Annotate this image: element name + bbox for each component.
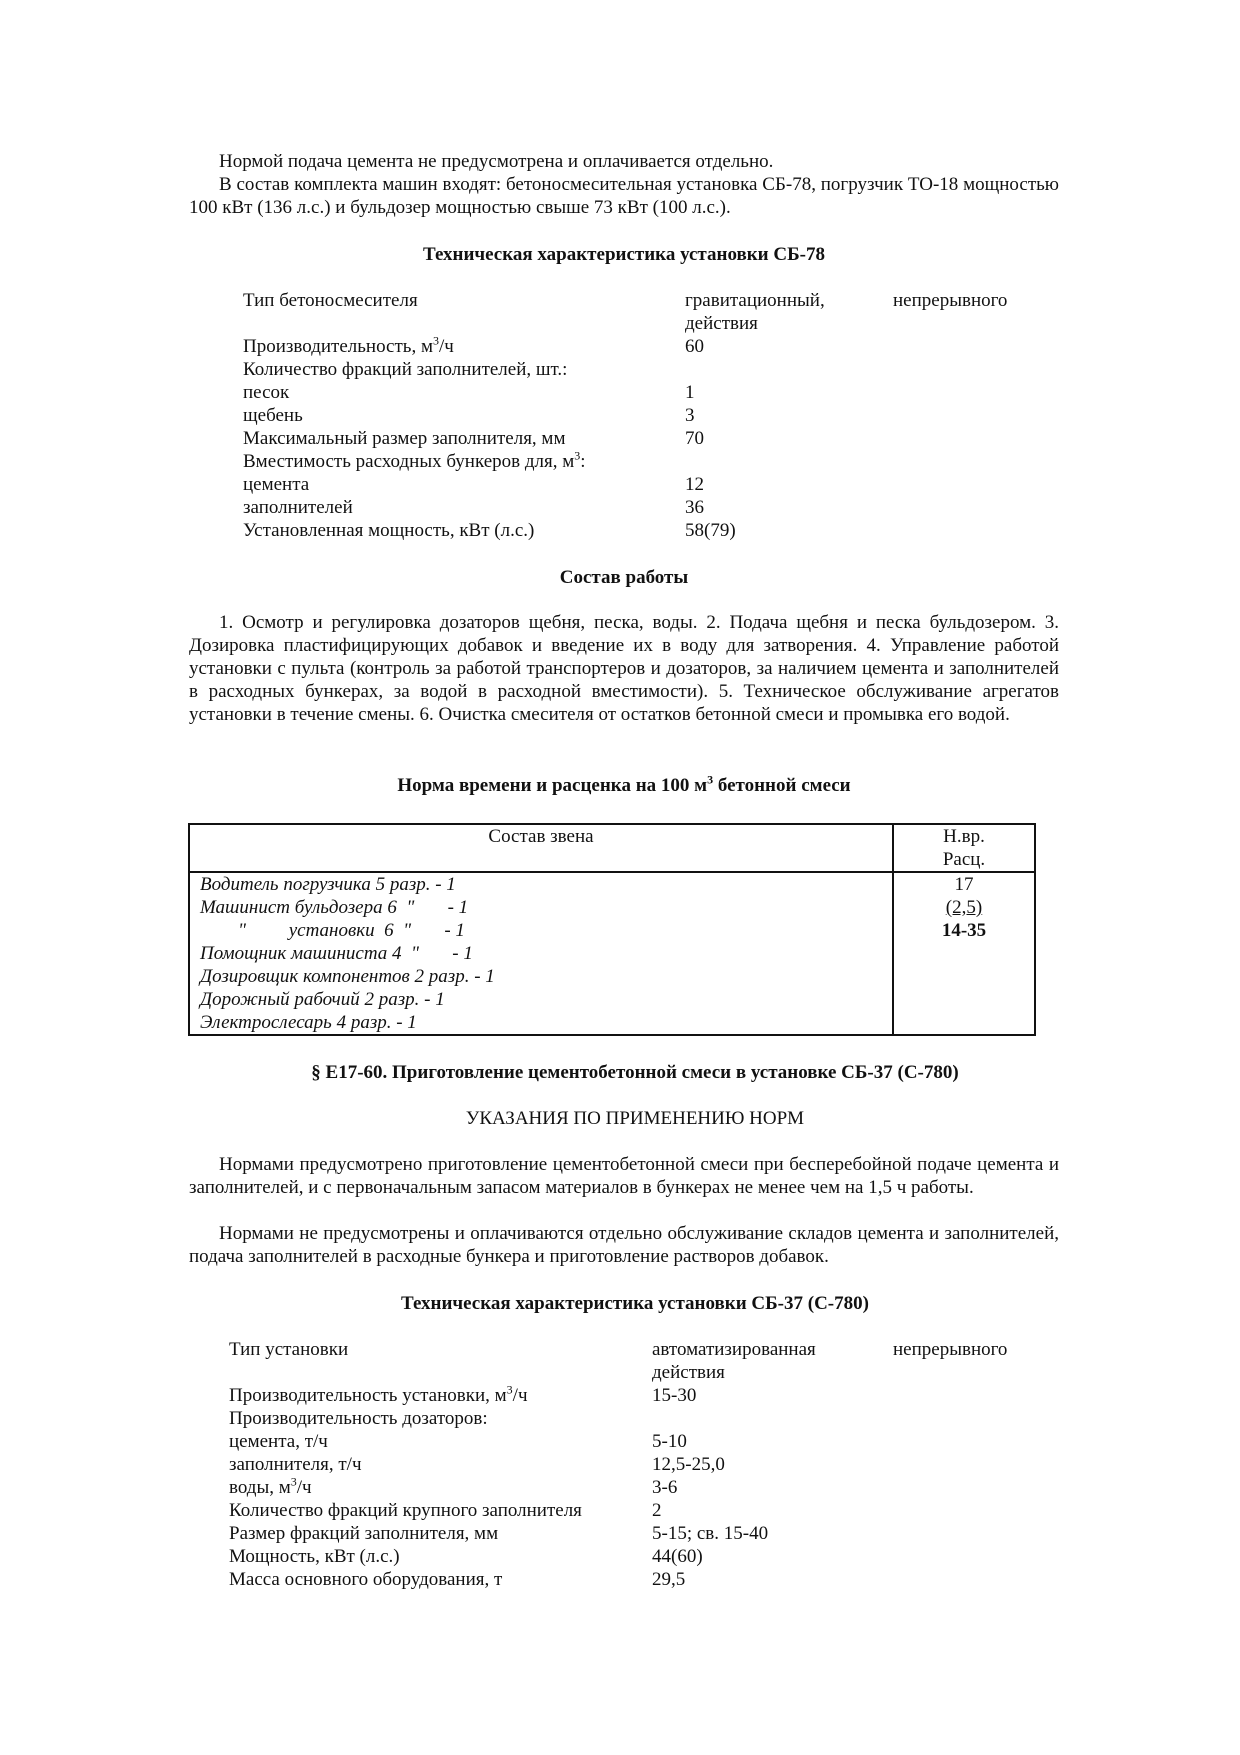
spec-label: Вместимость расходных бункеров для, $м^3$: — [243, 448, 586, 472]
norm-table — [188, 823, 1036, 1036]
spec-label: Размер фракций заполнителя, мм — [229, 1523, 499, 1544]
spec-label: Установленная мощность, кВт (л.с.) — [243, 520, 535, 541]
spec-value: 15-30 — [652, 1385, 697, 1406]
norm-rate: 14-35 — [941, 920, 987, 941]
crew-item: Электрослесарь 4 разр. - 1 — [200, 1012, 417, 1033]
section-subheading: УКАЗАНИЯ ПО ПРИМЕНЕНИЮ НОРМ — [465, 1108, 805, 1129]
spec-label: Производительность установки, $м^3/ч$ — [229, 1382, 528, 1406]
crew-item: Дозировщик компонентов 2 разр. - 1 — [200, 966, 495, 987]
spec-value: 3-6 — [652, 1477, 678, 1498]
crew-item: Водитель погрузчика 5 разр. - 1 — [200, 874, 456, 895]
spec-value: 2 — [652, 1500, 662, 1521]
spec-label: щебень — [243, 405, 303, 426]
intro-paragraph-1: Нормой подача цемента не предусмотрена и оплачивается отдельно. — [219, 151, 774, 172]
spec-label: воды, $м^3/ч$ — [229, 1474, 312, 1498]
norm-title: Норма времени и расценка на 100 $м^3$ бетонной смеси — [397, 772, 851, 796]
section-paragraph-2: Нормами не предусмотрены и оплачиваются отдельно обслуживание складов цемента и заполнителей, подача заполнителей в расходные бункера и приготовление растворов добавок. — [189, 1223, 1059, 1267]
crew-header: Состав звена — [189, 824, 893, 872]
spec1-title: Техническая характеристика установки СБ-78 — [423, 244, 825, 265]
crew-list — [189, 872, 893, 1035]
spec-value: 44(60) — [652, 1546, 703, 1567]
spec-value: 36 — [685, 497, 704, 518]
spec-label: заполнителя, т/ч — [229, 1454, 362, 1475]
spec-label: Тип бетоносмесителя — [243, 290, 418, 311]
spec-label: Производительность дозаторов: — [229, 1408, 488, 1429]
spec-value-3: действия — [652, 1362, 725, 1383]
spec-value: 3 — [685, 405, 695, 426]
spec-value: 29,5 — [652, 1569, 686, 1590]
spec-value: автоматизированная — [652, 1339, 816, 1360]
spec-value: 12,5-25,0 — [652, 1454, 725, 1475]
spec-label: цемента — [243, 474, 310, 495]
spec-value-2: непрерывного — [893, 1339, 1008, 1360]
rate-cell — [893, 872, 1035, 1035]
norm-hours-paid: (2,5) — [945, 897, 983, 918]
spec-label: Производительность, $м^3/ч$ — [243, 333, 454, 357]
crew-item: Дорожный рабочий 2 разр. - 1 — [200, 989, 445, 1010]
intro-paragraph-2: В состав комплекта машин входят: бетоносмесительная установка СБ-78, погрузчик ТО-18 мощностью 100 кВт (136 л.с.) и бульдозер мощностью свыше 73 кВт (100 л.с.). — [189, 174, 1059, 218]
spec-label: заполнителей — [243, 497, 353, 518]
spec-label: песок — [243, 382, 290, 403]
crew-item: Помощник машиниста 4 " - 1 — [200, 943, 473, 964]
spec2-title: Техническая характеристика установки СБ-37 (С-780) — [401, 1293, 869, 1314]
spec-value: 12 — [685, 474, 704, 495]
spec-label: цемента, т/ч — [229, 1431, 328, 1452]
spec-value: 70 — [685, 428, 704, 449]
crew-item: " установки 6 " - 1 — [200, 920, 465, 941]
spec-label: Мощность, кВт (л.с.) — [229, 1546, 400, 1567]
work-paragraph: 1. Осмотр и регулировка дозаторов щебня, песка, воды. 2. Подача щебня и песка бульдозером. 3. Дозировка пластифицирующих добавок и введение их в воду для затворения. 4. Управление работой установки с пульта (контроль за работой транспортеров и дозаторов, за наличием цемента и заполнителей в расходных бункерах, за водой в расходной вместимости). 5. Техническое обслуживание агрегатов установки в течение смены. 6. Очистка смесителя от остатков бетонной смеси и промывка его водой. — [189, 612, 1059, 725]
spec-value: гравитационный, — [685, 290, 825, 311]
section-paragraph-1: Нормами предусмотрено приготовление цементобетонной смеси при бесперебойной подаче цемента и заполнителей, и с первоначальным запасом материалов в бункерах не менее чем на 1,5 ч работы. — [189, 1154, 1059, 1198]
norm-table-row — [189, 872, 1035, 1035]
spec-value: 60 — [685, 336, 704, 357]
section-heading: § Е17-60. Приготовление цементобетонной смеси в установке СБ-37 (С-780) — [311, 1062, 959, 1083]
spec-label: Количество фракций заполнителей, шт.: — [243, 359, 568, 380]
spec-value: 1 — [685, 382, 695, 403]
spec-value: 58(79) — [685, 520, 736, 541]
spec-value-2: непрерывного — [893, 290, 1008, 311]
spec1-table — [243, 289, 1033, 549]
spec-label: Тип установки — [229, 1339, 349, 1360]
work-title: Состав работы — [559, 567, 689, 588]
crew-item: Машинист бульдозера 6 " - 1 — [200, 897, 469, 918]
spec-label: Количество фракций крупного заполнителя — [229, 1500, 582, 1521]
spec-value: 5-15; св. 15-40 — [652, 1523, 769, 1544]
spec-label: Масса основного оборудования, т — [229, 1569, 503, 1590]
spec-value-3: действия — [685, 313, 758, 334]
spec2-table — [229, 1338, 1029, 1598]
norm-table-header — [189, 824, 1035, 872]
spec-label: Максимальный размер заполнителя, мм — [243, 428, 566, 449]
spec-value: 5-10 — [652, 1431, 687, 1452]
rate-header: Н.вр. Расц. — [893, 824, 1035, 872]
norm-hours: 17 — [954, 874, 974, 895]
